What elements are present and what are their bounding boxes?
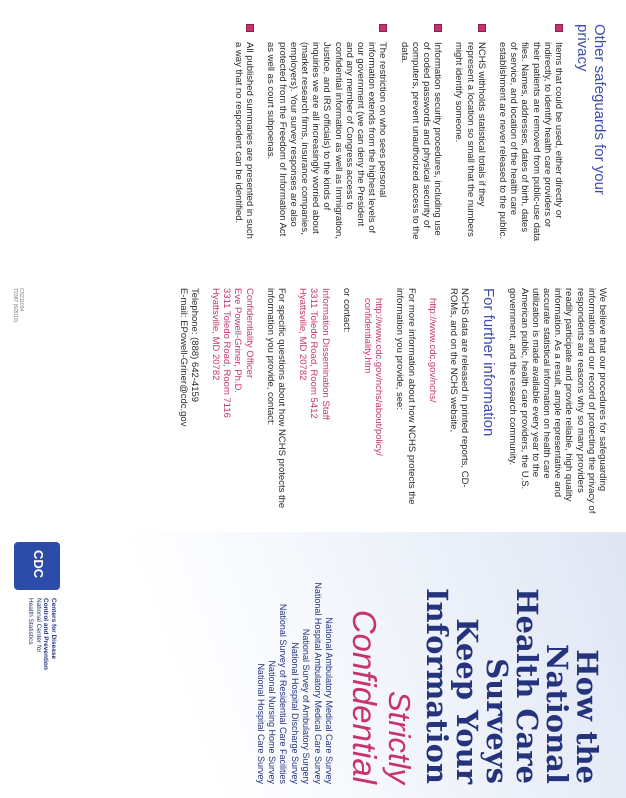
survey-item: National Hospital Ambulatory Medical Care Survey [312, 582, 323, 784]
bullet-square-icon [246, 24, 254, 32]
email-link[interactable]: E-mail: EPowell-Griner@cdc.gov [177, 288, 189, 427]
bullet-square-icon [478, 24, 486, 32]
panel-further-info [0, 266, 626, 532]
data-release-text: NCHS data are released in printed reports, CD-ROMs, and on the NCHS website, [447, 288, 471, 488]
staff-address: Information Dissemination Staff 3311 Toledo Road, Room 5412 Hyattsville, MD 20782 [297, 288, 331, 420]
bullet-square-icon [434, 24, 442, 32]
policy-link[interactable]: http://www.cdc.gov/nchs/about/policy/ confidentiality.htm [361, 298, 385, 456]
cdc-branding [14, 542, 60, 692]
bullet-square-icon [379, 24, 387, 32]
contact-numbers [177, 288, 199, 514]
further-info-heading: For further information [480, 288, 498, 437]
specific-questions-text: For specific questions about how NCHS protects the information you provide, contact: [264, 288, 287, 509]
survey-item: National Hospital Care Survey [255, 663, 266, 784]
list-item: Information security procedures, including use of coded passwords and physical security of computers, prevent unauthorized access to the data. [398, 24, 443, 242]
list-item: Items that could be used, either directly or indirectly, to identify health care providers or their patients are removed from public-use data files. Names, addresses, dates of birth, dates of service, and location of the health care establishment are never released to the public. [497, 24, 564, 242]
panel-cover [0, 532, 626, 798]
survey-item: National Ambulatory Medical Care Survey [324, 617, 334, 784]
safeguards-heading: Other safeguards for your privacy [574, 24, 608, 195]
bullet-square-icon [555, 24, 563, 32]
cover-title: How the National Health Care Surveys Keep Your Information [420, 587, 604, 784]
or-contact-text: or contact: [340, 288, 352, 333]
more-info-text: For more information about how NCHS protects the information you provide, see: [394, 288, 417, 505]
strictly-text: Strictly [382, 691, 417, 784]
survey-item: National Hospital Discharge Survey [289, 642, 300, 784]
nchs-website-link[interactable]: http://www.cdc.gov/nchs/ [426, 298, 438, 403]
intro-paragraph: We believe that our procedures for safeguarding information and our record of protecting the privacy of respondents are reasons why so many providers readily participate and provide reliable, high quality information. As a result, ample representative and accurate statistical information on health care utilization is made available every year to the American public, health care providers, the U.S. government, and the research community. [507, 288, 608, 514]
survey-item: National Survey of Ambulatory Surgery [301, 628, 312, 784]
confidential-text: Confidential [346, 609, 383, 784]
safeguards-list [233, 24, 564, 242]
cdc-logo-icon: CDC [14, 542, 60, 590]
list-item: NCHS withholds statistical totals if they represent a location so small that the numbers might identify someone. [453, 24, 487, 242]
publication-code: CS211034 T0387 (6/2010) [12, 288, 24, 323]
survey-item: National Nursing Home Survey [266, 660, 277, 784]
list-item: All published summaries are presented in such a way that no respondent can be identified. [233, 24, 255, 242]
survey-item: National Survey of Residential Care Facilities [278, 603, 289, 784]
officer-address: Confidentiality Officer Eve Powell-Griner, Ph.D. 3311 Toledo Road, Room 7116 Hyattsville, MD 20782 [209, 288, 255, 418]
survey-list [254, 542, 334, 788]
panel-safeguards [0, 0, 626, 266]
list-item: The restriction on who sees personal information extends from the highest levels of our government (we can deny the President and any member of Congress access to confidential information as well as Immigration, Justice, and IRS officials) to the kinds of inquiries we are all increasingly worried about (market research firms, insurance companies, employers). Your survey responses are also protected from the Freedom of Information Act as well as court subpoenas. [265, 24, 388, 242]
telephone: Telephone: (888) 642-4159 [188, 288, 200, 403]
agency-name: Centers for Disease Control and Prevention National Center for Health Statistics [27, 598, 57, 670]
